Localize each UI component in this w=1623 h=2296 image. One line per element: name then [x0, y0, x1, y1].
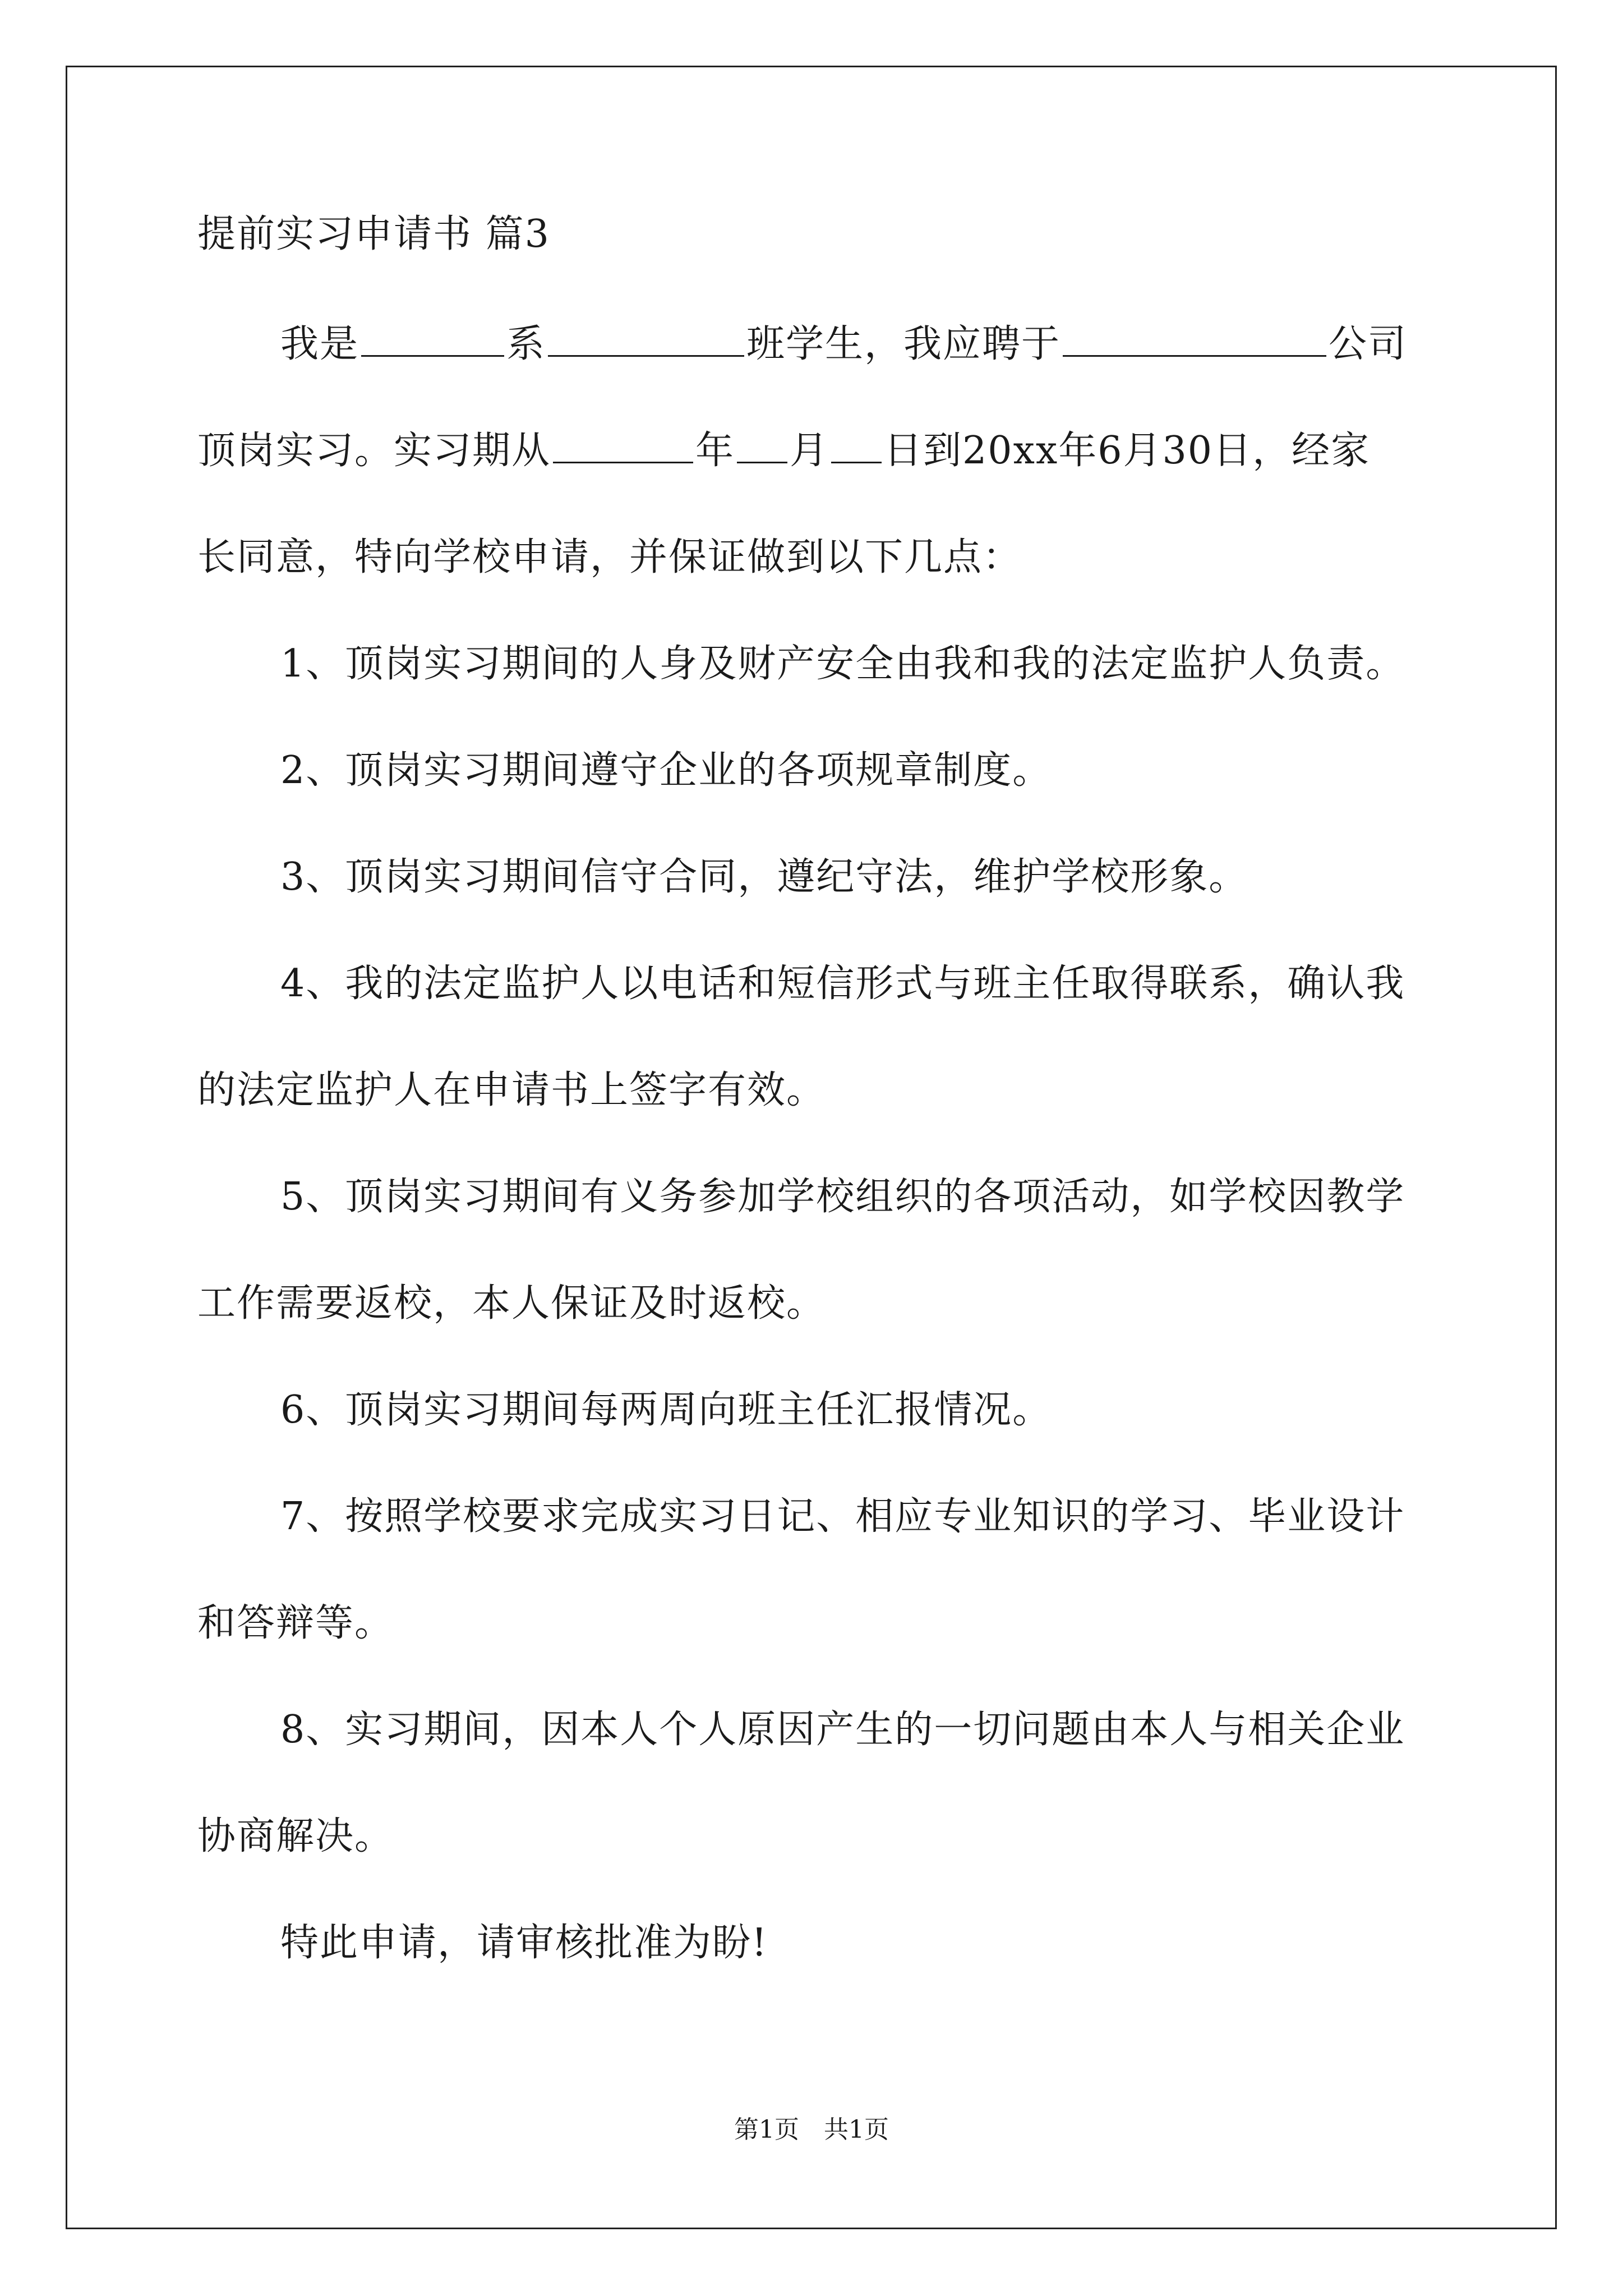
- intro-text: 班学生，我应聘于: [746, 322, 1061, 366]
- list-item-5-cont: 工作需要返校，本人保证及时返校。: [197, 1281, 826, 1326]
- intro-text: 我是: [280, 322, 359, 366]
- blank-day[interactable]: [831, 426, 882, 463]
- blank-class[interactable]: [548, 319, 744, 357]
- list-item-6: 6、顶岗实习期间每两周向班主任汇报情况。: [280, 1388, 1052, 1432]
- intro-text: 年: [695, 429, 735, 473]
- list-item-5: 5、顶岗实习期间有义务参加学校组织的各项活动，如学校因教学: [280, 1175, 1405, 1219]
- document-body: [197, 208, 1426, 1970]
- page-number: 第1页: [734, 2115, 799, 2144]
- blank-company[interactable]: [1063, 319, 1326, 357]
- list-item-4: 4、我的法定监护人以电话和短信形式与班主任取得联系，确认我: [280, 961, 1405, 1006]
- document-title: 提前实习申请书 篇3: [197, 212, 550, 256]
- page-total: 共1页: [824, 2115, 889, 2144]
- list-item-8: 8、实习期间，因本人个人原因产生的一切问题由本人与相关企业: [280, 1708, 1405, 1752]
- intro-line-3: 长同意，特向学校申请，并保证做到以下几点：: [197, 535, 1022, 579]
- intro-text: 公司: [1329, 322, 1408, 366]
- intro-line-1: [197, 318, 1426, 371]
- page-footer: [0, 2109, 1623, 2145]
- closing-line: 特此申请，请审核批准为盼!: [280, 1921, 768, 1965]
- list-item-7-cont: 和答辩等。: [197, 1601, 394, 1645]
- list-item-7: 7、按照学校要求完成实习日记、相应专业知识的学习、毕业设计: [280, 1494, 1405, 1539]
- intro-line-2: [197, 424, 1426, 478]
- list-item-8-cont: 协商解决。: [197, 1814, 394, 1858]
- list-item-1: 1、顶岗实习期间的人身及财产安全由我和我的法定监护人负责。: [280, 642, 1405, 686]
- intro-text: 顶岗实习。实习期从: [197, 429, 551, 473]
- blank-department[interactable]: [361, 319, 504, 357]
- intro-text: 月: [790, 429, 829, 473]
- list-item-2: 2、顶岗实习期间遵守企业的各项规章制度。: [280, 748, 1052, 793]
- list-item-3: 3、顶岗实习期间信守合同，遵纪守法，维护学校形象。: [280, 855, 1248, 899]
- blank-month[interactable]: [737, 426, 787, 463]
- intro-text: 日到20xx年6月30日，经家: [884, 429, 1371, 473]
- blank-year[interactable]: [553, 426, 693, 463]
- list-item-4-cont: 的法定监护人在申请书上签字有效。: [197, 1068, 826, 1112]
- intro-text: 系: [506, 322, 546, 366]
